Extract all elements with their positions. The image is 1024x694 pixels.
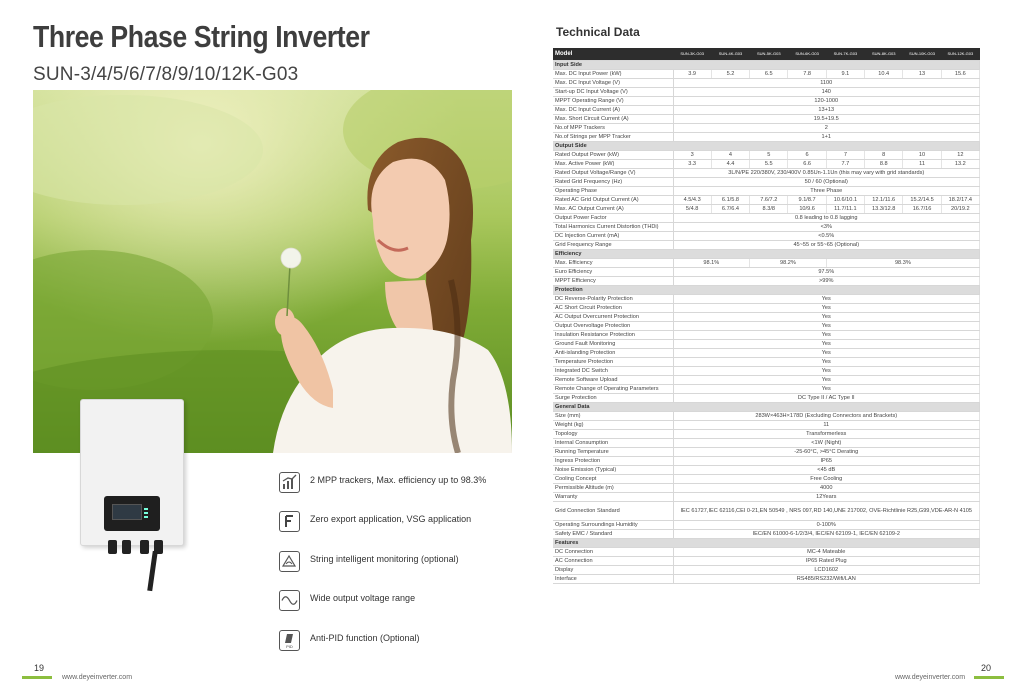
- table-row: [553, 124, 980, 133]
- spec-value: 45~55 or 55~65 (Optional): [673, 241, 980, 250]
- table-row: [553, 376, 980, 385]
- spec-value: 18.2/17.4: [941, 196, 979, 205]
- table-row: [553, 295, 980, 304]
- website-link-left[interactable]: www.deyeinverter.com: [62, 674, 133, 681]
- section-header-row: [553, 403, 980, 412]
- spec-value: 50 / 60 (Optional): [673, 178, 980, 187]
- spec-value: 5.2: [711, 70, 749, 79]
- spec-value: <45 dB: [673, 466, 980, 475]
- spec-value: 2: [673, 124, 980, 133]
- table-row: [553, 160, 980, 169]
- table-row: [553, 79, 980, 88]
- spec-label: MPPT Operating Range (V): [553, 97, 673, 106]
- spec-label: Display: [553, 566, 673, 575]
- spec-value: 13.3/12.8: [865, 205, 903, 214]
- spec-value: LCD1602: [673, 566, 980, 575]
- model-column-header: SUN-8K-G03: [865, 48, 903, 61]
- spec-value: 0.8 leading to 0.8 lagging: [673, 214, 980, 223]
- spec-label: AC Output Overcurrent Protection: [553, 313, 673, 322]
- spec-value: 3.9: [673, 70, 711, 79]
- spec-value: 6.1/5.8: [711, 196, 749, 205]
- table-row: [553, 97, 980, 106]
- export-f-icon: [279, 511, 300, 532]
- spec-label: Max. Active Power (kW): [553, 160, 673, 169]
- spec-value: Yes: [673, 331, 980, 340]
- table-row: [553, 106, 980, 115]
- spec-value: 4000: [673, 484, 980, 493]
- pid-icon-label: PID: [286, 644, 293, 649]
- spec-label: Warranty: [553, 493, 673, 502]
- spec-value: 13+13: [673, 106, 980, 115]
- table-row: [553, 241, 980, 250]
- table-row: [553, 394, 980, 403]
- table-row: [553, 178, 980, 187]
- spec-value: Transformerless: [673, 430, 980, 439]
- table-row: [553, 466, 980, 475]
- spec-value: 7.6/7.2: [750, 196, 788, 205]
- spec-value: 12: [941, 151, 979, 160]
- spec-value: Free Cooling: [673, 475, 980, 484]
- spec-label: Rated Grid Frequency (Hz): [553, 178, 673, 187]
- table-row: [553, 205, 980, 214]
- spec-value: 19.5+19.5: [673, 115, 980, 124]
- spec-value: 97.5%: [673, 268, 980, 277]
- spec-label: Ground Fault Monitoring: [553, 340, 673, 349]
- page-number-left: 19: [34, 663, 45, 673]
- spec-label: Max. AC Output Current (A): [553, 205, 673, 214]
- feature-text: 2 MPP trackers, Max. efficiency up to 98.3%: [310, 475, 487, 485]
- spec-value: 10: [903, 151, 941, 160]
- spec-label: Remote Change of Operating Parameters: [553, 385, 673, 394]
- table-row: [553, 322, 980, 331]
- spec-value: 16.7/16: [903, 205, 941, 214]
- spec-value: 11: [673, 421, 980, 430]
- spec-value: <1W (Night): [673, 439, 980, 448]
- spec-label: Safety EMC / Standard: [553, 530, 673, 539]
- spec-label: DC Injection Current (mA): [553, 232, 673, 241]
- inverter-lcd-screen: [112, 504, 142, 520]
- table-row: [553, 196, 980, 205]
- section-header-row: [553, 539, 980, 548]
- spec-value: 283W×463H×178D (Excluding Connectors and Brackets): [673, 412, 980, 421]
- spec-value: 5: [750, 151, 788, 160]
- spec-value: 7.8: [788, 70, 826, 79]
- spec-label: Interface: [553, 575, 673, 584]
- table-row: [553, 412, 980, 421]
- spec-value: 8.3/8: [750, 205, 788, 214]
- spec-label: Max. DC Input Voltage (V): [553, 79, 673, 88]
- model-column-header: SUN-12K-G03: [941, 48, 979, 61]
- spec-value: 1100: [673, 79, 980, 88]
- feature-text: Anti-PID function (Optional): [310, 633, 420, 643]
- table-row: [553, 358, 980, 367]
- spec-value: Yes: [673, 322, 980, 331]
- spec-value: 6: [788, 151, 826, 160]
- spec-label: No.of Strings per MPP Tracker: [553, 133, 673, 142]
- spec-value: RS485/RS232/Wifi/LAN: [673, 575, 980, 584]
- spec-label: Rated Output Power (kW): [553, 151, 673, 160]
- table-row: [553, 88, 980, 97]
- spec-value: 7.7: [826, 160, 864, 169]
- spec-value: 1+1: [673, 133, 980, 142]
- table-row: [553, 232, 980, 241]
- spec-value: 15.2/14.5: [903, 196, 941, 205]
- spec-value: Yes: [673, 295, 980, 304]
- table-row: [553, 187, 980, 196]
- spec-label: Max. Efficiency: [553, 259, 673, 268]
- spec-value: <3%: [673, 223, 980, 232]
- spec-value: Three Phase: [673, 187, 980, 196]
- spec-value: IEC/EN 61000-6-1/2/3/4, IEC/EN 62109-1, IEC/EN 62109-2: [673, 530, 980, 539]
- table-row: [553, 169, 980, 178]
- spec-value: 6.5: [750, 70, 788, 79]
- spec-value: Yes: [673, 313, 980, 322]
- spec-label: MPPT Efficiency: [553, 277, 673, 286]
- table-row: [553, 475, 980, 484]
- spec-label: Internal Consumption: [553, 439, 673, 448]
- spec-value: -25-60°C, >45°C Derating: [673, 448, 980, 457]
- table-row: [553, 349, 980, 358]
- table-row: [553, 340, 980, 349]
- spec-label: Cooling Concept: [553, 475, 673, 484]
- spec-label: No.of MPP Trackers: [553, 124, 673, 133]
- spec-label: DC Reverse-Polarity Protection: [553, 295, 673, 304]
- spec-value: 3.3: [673, 160, 711, 169]
- page-number-right: 20: [981, 663, 992, 673]
- spec-label: Output Overvoltage Protection: [553, 322, 673, 331]
- table-row: [553, 493, 980, 502]
- table-row: [553, 448, 980, 457]
- table-body: [553, 61, 980, 584]
- section-header-row: [553, 61, 980, 70]
- table-row: [553, 331, 980, 340]
- table-row: [553, 439, 980, 448]
- spec-label: DC Connection: [553, 548, 673, 557]
- spec-value: 140: [673, 88, 980, 97]
- table-row: [553, 151, 980, 160]
- spec-label: Remote Software Upload: [553, 376, 673, 385]
- spec-value: Yes: [673, 304, 980, 313]
- table-row: [553, 259, 980, 268]
- model-column-header: SUN-7K-G03: [826, 48, 864, 61]
- spec-label: Temperature Protection: [553, 358, 673, 367]
- table-row: [553, 521, 980, 530]
- accent-bar-right: [974, 676, 1004, 679]
- technical-data-table: [553, 48, 980, 584]
- spec-value: 12.1/11.6: [865, 196, 903, 205]
- spec-value: Yes: [673, 358, 980, 367]
- spec-value: 3: [673, 151, 711, 160]
- inverter-product-image: [80, 399, 184, 546]
- spec-label: Max. Short Circuit Current (A): [553, 115, 673, 124]
- spec-value: MC-4 Mateable: [673, 548, 980, 557]
- section-header-label: General Data: [553, 403, 980, 412]
- model-column-header: SUN-6K-G03: [788, 48, 826, 61]
- spec-label: Surge Protection: [553, 394, 673, 403]
- section-header-label: Protection: [553, 286, 980, 295]
- spec-value: 9.1: [826, 70, 864, 79]
- table-row: [553, 385, 980, 394]
- spec-value: 12Years: [673, 493, 980, 502]
- table-row: [553, 304, 980, 313]
- spec-value: 10.6/10.1: [826, 196, 864, 205]
- table-row: [553, 557, 980, 566]
- table-row: [553, 70, 980, 79]
- spec-value: 5.5: [750, 160, 788, 169]
- spec-label: Weight (kg): [553, 421, 673, 430]
- spec-label: Insulation Resistance Protection: [553, 331, 673, 340]
- spec-value: Yes: [673, 385, 980, 394]
- spec-label: Grid Connection Standard: [553, 502, 673, 521]
- model-range-subtitle: SUN-3/4/5/6/7/8/9/10/12K-G03: [33, 64, 299, 85]
- spec-value: 98.3%: [826, 259, 979, 268]
- spec-value: DC Type II / AC Type II: [673, 394, 980, 403]
- spec-label: Ingress Protection: [553, 457, 673, 466]
- spec-label: AC Short Circuit Protection: [553, 304, 673, 313]
- inverter-connectors: [80, 540, 182, 558]
- spec-label: Max. DC Input Current (A): [553, 106, 673, 115]
- table-header-row: [553, 48, 980, 61]
- spec-label: Topology: [553, 430, 673, 439]
- table-row: [553, 430, 980, 439]
- model-column-header: SUN-4K-G03: [711, 48, 749, 61]
- spec-value: Yes: [673, 349, 980, 358]
- spec-value: 10/9.6: [788, 205, 826, 214]
- spec-value: >99%: [673, 277, 980, 286]
- spec-value: 8: [865, 151, 903, 160]
- inverter-status-leds: [144, 506, 154, 522]
- spec-value: 6.6: [788, 160, 826, 169]
- spec-label: Output Power Factor: [553, 214, 673, 223]
- section-header-row: [553, 286, 980, 295]
- spec-value: IP65: [673, 457, 980, 466]
- spec-value: 13: [903, 70, 941, 79]
- sine-wave-icon: [279, 590, 300, 611]
- spec-value: 9.1/8.7: [788, 196, 826, 205]
- spec-value: 4.4: [711, 160, 749, 169]
- spec-value: 10.4: [865, 70, 903, 79]
- spec-value: 4: [711, 151, 749, 160]
- page-title: Three Phase String Inverter: [33, 19, 370, 54]
- spec-label: Grid Frequency Range: [553, 241, 673, 250]
- spec-value: 7: [826, 151, 864, 160]
- efficiency-chart-icon: [279, 472, 300, 493]
- spec-value: <0.5%: [673, 232, 980, 241]
- spec-value: Yes: [673, 376, 980, 385]
- spec-value: 5/4.8: [673, 205, 711, 214]
- spec-label: Running Temperature: [553, 448, 673, 457]
- spec-value: Yes: [673, 340, 980, 349]
- model-column-header: SUN-5K-G03: [750, 48, 788, 61]
- spec-label: Total Harmonics Current Distortion (THDi): [553, 223, 673, 232]
- spec-value: 98.2%: [750, 259, 827, 268]
- table-row: [553, 214, 980, 223]
- spec-label: Start-up DC Input Voltage (V): [553, 88, 673, 97]
- spec-value: 98.1%: [673, 259, 750, 268]
- section-header-label: Efficiency: [553, 250, 980, 259]
- model-header-label: Model: [553, 48, 673, 61]
- table-row: [553, 548, 980, 557]
- table-row: [553, 277, 980, 286]
- spec-value: 8.8: [865, 160, 903, 169]
- section-header-row: [553, 142, 980, 151]
- section-header-label: Input Side: [553, 61, 980, 70]
- section-header-label: Features: [553, 539, 980, 548]
- spec-label: Integrated DC Switch: [553, 367, 673, 376]
- spec-value: IP65 Rated Plug: [673, 557, 980, 566]
- pid-icon: [279, 630, 300, 651]
- spec-value: IEC 61727,IEC 62116,CEI 0-21,EN 50549 , NRS 097,RD 140,UNE 217002, OVE-Richtlinie R25,G99,VDE-AR-N 4105: [673, 502, 980, 521]
- table-row: [553, 502, 980, 521]
- spec-label: Euro Efficiency: [553, 268, 673, 277]
- spec-value: 11.7/11.1: [826, 205, 864, 214]
- section-header-row: [553, 250, 980, 259]
- table-row: [553, 115, 980, 124]
- table-row: [553, 530, 980, 539]
- table-row: [553, 268, 980, 277]
- spec-value: 11: [903, 160, 941, 169]
- spec-label: Permissible Altitude (m): [553, 484, 673, 493]
- spec-label: Anti-islanding Protection: [553, 349, 673, 358]
- spec-value: 20/19.2: [941, 205, 979, 214]
- spec-value: 15.6: [941, 70, 979, 79]
- spec-label: Max. DC Input Power (kW): [553, 70, 673, 79]
- model-column-header: SUN-10K-G03: [903, 48, 941, 61]
- spec-value: 6.7/6.4: [711, 205, 749, 214]
- table-row: [553, 575, 980, 584]
- table-row: [553, 566, 980, 575]
- table-row: [553, 367, 980, 376]
- section-header-label: Output Side: [553, 142, 980, 151]
- table-row: [553, 313, 980, 322]
- technical-data-heading: Technical Data: [556, 25, 640, 39]
- spec-value: Yes: [673, 367, 980, 376]
- table-row: [553, 223, 980, 232]
- spec-label: Rated Output Voltage/Range (V): [553, 169, 673, 178]
- spec-value: 0-100%: [673, 521, 980, 530]
- table-row: [553, 421, 980, 430]
- feature-text: Zero export application, VSG application: [310, 514, 472, 524]
- feature-text: Wide output voltage range: [310, 593, 416, 603]
- inverter-control-panel: [104, 496, 160, 531]
- website-link-right[interactable]: www.deyeinverter.com: [895, 674, 966, 681]
- spec-value: 3L/N/PE 220/380V, 230/400V 0.85Un-1.1Un (this may vary with grid standards): [673, 169, 980, 178]
- spec-label: Operating Surroundings Humidity: [553, 521, 673, 530]
- table-row: [553, 133, 980, 142]
- spec-label: AC Connection: [553, 557, 673, 566]
- feature-text: String intelligent monitoring (optional): [310, 554, 459, 564]
- spec-label: Size (mm): [553, 412, 673, 421]
- spec-value: 4.5/4.3: [673, 196, 711, 205]
- spec-label: Noise Emission (Typical): [553, 466, 673, 475]
- accent-bar-left: [22, 676, 52, 679]
- spec-value: 120-1000: [673, 97, 980, 106]
- spec-value: 13.2: [941, 160, 979, 169]
- spec-label: Operating Phase: [553, 187, 673, 196]
- table-row: [553, 484, 980, 493]
- monitoring-icon: [279, 551, 300, 572]
- spec-label: Rated AC Grid Output Current (A): [553, 196, 673, 205]
- table-row: [553, 457, 980, 466]
- model-column-header: SUN-3K-G03: [673, 48, 711, 61]
